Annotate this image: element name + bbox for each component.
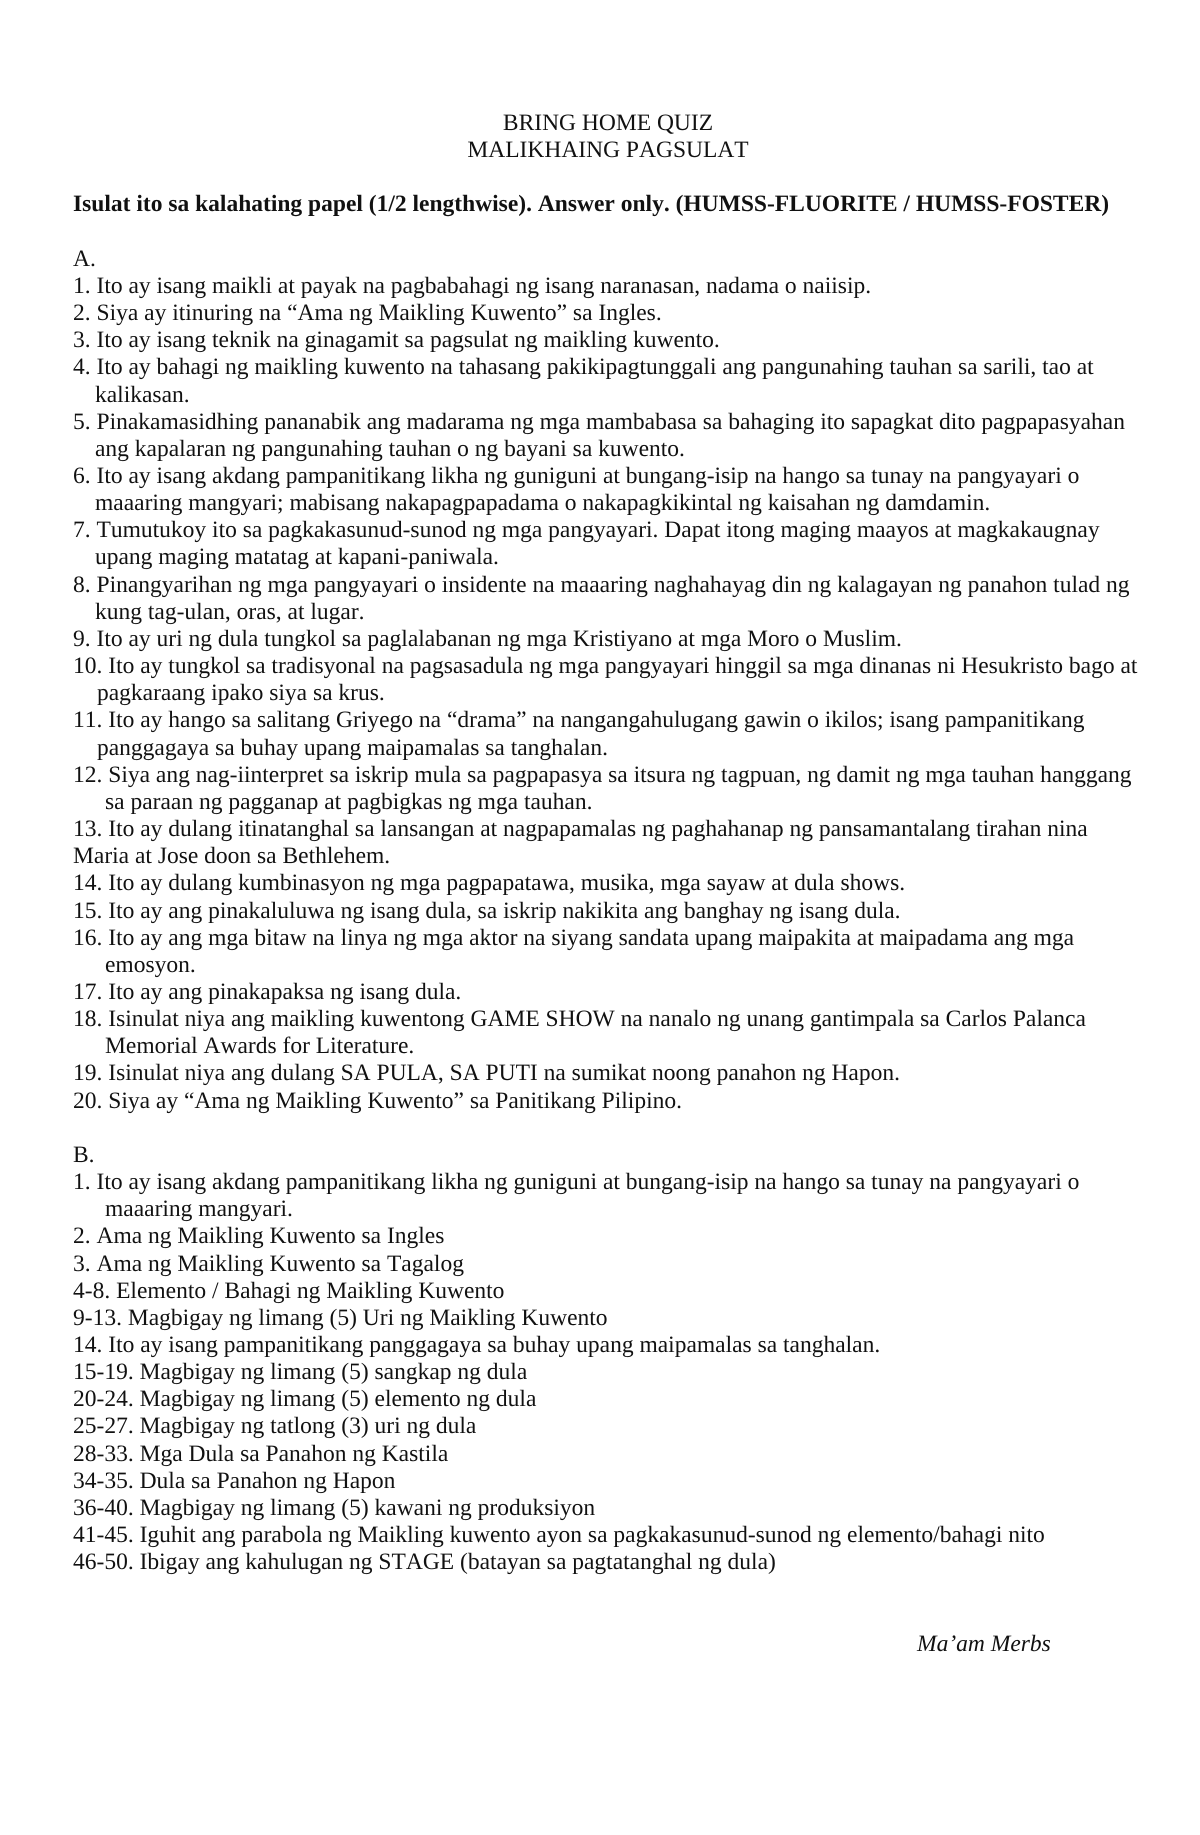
item-number: 25-27.: [73, 1413, 134, 1440]
item-text: Pinangyarihan ng mga pangyayari o insidente na maaaring naghahayag din ng kalagayan ng panahon tulad ng kung tag-ulan, oras, at lugar.: [95, 571, 1130, 625]
item-text: Iguhit ang parabola ng Maikling kuwento ayon sa pagkakasunud-sunod ng elemento/bahagi nito: [139, 1522, 1045, 1549]
item-number: 8.: [73, 571, 91, 598]
item-number: 46-50.: [73, 1549, 134, 1576]
section-b-item-1: [73, 1169, 1143, 1223]
item-number: 13.: [73, 816, 103, 843]
section-a-item-8: [73, 572, 1143, 626]
section-a-item-3: [73, 327, 1143, 354]
section-b-item-41-45: [73, 1522, 1143, 1549]
section-a-label: A.: [73, 245, 96, 272]
item-text: Ito ay dulang kumbinasyon ng mga pagpapatawa, musika, mga sayaw at dula shows.: [108, 870, 906, 897]
instructions: Isulat ito sa kalahating papel (1/2 lengthwise). Answer only. (HUMSS-FLUORITE / HUMSS-FOSTER): [73, 191, 1110, 218]
item-text: Ama ng Maikling Kuwento sa Tagalog: [96, 1250, 464, 1277]
item-number: 10.: [73, 653, 103, 680]
section-b-item-4-8: [73, 1278, 1143, 1305]
item-text: Ito ay ang pinakaluluwa ng isang dula, sa iskrip nakikita ang banghay ng isang dula.: [108, 897, 901, 924]
item-text: Ito ay uri ng dula tungkol sa paglalabanan ng mga Kristiyano at mga Moro o Muslim.: [96, 625, 902, 652]
item-text: Mga Dula sa Panahon ng Kastila: [139, 1440, 449, 1467]
item-number: 6.: [73, 463, 91, 489]
section-a-item-2: [73, 300, 1143, 327]
item-number: 5.: [73, 408, 91, 435]
item-number: 36-40.: [73, 1494, 134, 1521]
item-number: 41-45.: [73, 1522, 134, 1549]
spacer: [73, 1576, 1143, 1603]
section-a-item-11: [73, 707, 1143, 761]
item-text: Siya ay “Ama ng Maikling Kuwento” sa Panitikang Pilipino.: [108, 1087, 682, 1114]
item-number: 4.: [73, 354, 91, 381]
section-a-item-15: [73, 898, 1143, 925]
item-text: Ito ay isang pampanitikang panggagaya sa buhay upang maipamalas sa tanghalan.: [108, 1331, 881, 1358]
section-a-item-12: [73, 762, 1143, 816]
item-number: 20.: [73, 1087, 103, 1114]
spacer: [73, 219, 1143, 246]
item-text: Ito ay dulang itinatanghal sa lansangan at nagpapamalas ng paghahanap ng pansamantalang tirahan nina Maria at Jose doon sa Bethlehem.: [73, 816, 1088, 870]
section-b-label: B.: [73, 1141, 95, 1168]
quiz-subject: MALIKHAING PAGSULAT: [467, 137, 749, 164]
section-a-item-10: [73, 653, 1143, 707]
teacher-signature: Ma’am Merbs: [917, 1630, 1051, 1657]
item-number: 9.: [73, 625, 91, 652]
item-text: Dula sa Panahon ng Hapon: [139, 1467, 396, 1494]
section-a-item-19: [73, 1060, 1143, 1087]
item-number: 19.: [73, 1060, 103, 1087]
section-b-item-25-27: [73, 1413, 1143, 1440]
item-number: 1.: [73, 1169, 91, 1196]
item-number: 16.: [73, 924, 103, 951]
item-text: Ito ay tungkol sa tradisyonal na pagsasadula ng mga pangyayari hinggil sa mga dinanas ni Hesukristo bago at pagkaraang ipako siya sa krus.: [97, 653, 1138, 707]
section-b-item-46-50: [73, 1549, 1143, 1576]
section-a-item-7: [73, 517, 1143, 571]
section-b-item-14: [73, 1332, 1143, 1359]
item-number: 20-24.: [73, 1386, 134, 1413]
item-text: Ito ay isang maikli at payak na pagbabahagi ng isang naranasan, nadama o naiisip.: [96, 272, 872, 299]
section-a-item-17: [73, 979, 1143, 1006]
item-text: Magbigay ng limang (5) kawani ng produksiyon: [139, 1494, 596, 1521]
item-number: 1.: [73, 272, 91, 299]
item-number: 17.: [73, 978, 103, 1005]
item-text: Magbigay ng tatlong (3) uri ng dula: [139, 1413, 477, 1440]
item-text: Magbigay ng limang (5) elemento ng dula: [139, 1386, 537, 1413]
item-text: Siya ay itinuring na “Ama ng Maikling Kuwento” sa Ingles.: [96, 300, 662, 327]
item-number: 34-35.: [73, 1467, 134, 1494]
item-number: 3.: [73, 1250, 91, 1277]
item-number: 7.: [73, 517, 91, 544]
item-number: 11.: [73, 707, 103, 734]
section-b-item-3: [73, 1251, 1143, 1278]
item-number: 15-19.: [73, 1359, 134, 1386]
item-number: 2.: [73, 300, 91, 327]
section-a-item-6: [73, 463, 1143, 517]
item-text: Ito ay ang mga bitaw na linya ng mga aktor na siyang sandata upang maipakita at maipadama ang mga emosyon.: [105, 924, 1075, 978]
section-a-item-18: [73, 1006, 1143, 1060]
item-number: 28-33.: [73, 1440, 134, 1467]
item-text: Ito ay isang akdang pampanitikang likha ng guniguni at bungang-isip na hango sa tunay na pangyayari o maaaring mangyari.: [96, 1169, 1080, 1223]
item-text: Ito ay bahagi ng maikling kuwento na tahasang pakikipagtunggali ang pangunahing tauhan sa sarili, tao at kalikasan.: [95, 354, 1094, 408]
section-a-item-4: [73, 354, 1143, 408]
section-a-item-20: [73, 1088, 1143, 1115]
spacer: [73, 1604, 1143, 1631]
item-text: Isinulat niya ang dulang SA PULA, SA PUTI na sumikat noong panahon ng Hapon.: [108, 1060, 900, 1087]
item-text: Ibigay ang kahulugan ng STAGE (batayan sa pagtatanghal ng dula): [139, 1549, 776, 1576]
item-number: 14.: [73, 870, 103, 897]
section-b-item-20-24: [73, 1386, 1143, 1413]
section-a-item-13: [73, 816, 1143, 870]
item-text: Magbigay ng limang (5) sangkap ng dula: [139, 1359, 528, 1386]
section-b-item-36-40: [73, 1495, 1143, 1522]
section-a-item-14: [73, 870, 1143, 897]
quiz-title: BRING HOME QUIZ: [502, 110, 714, 136]
item-text: Ama ng Maikling Kuwento sa Ingles: [96, 1223, 445, 1250]
item-number: 12.: [73, 761, 103, 788]
item-number: 3.: [73, 327, 91, 354]
section-b-item-2: [73, 1223, 1143, 1250]
item-text: Ito ay isang akdang pampanitikang likha ng guniguni at bungang-isip na hango sa tunay na pangyayari o maaaring mangyari; mabisang nakapagpapadama o nakapagkikintal ng kaisahan ng damdamin.: [95, 463, 1080, 517]
section-b-item-9-13: [73, 1305, 1143, 1332]
section-b-item-15-19: [73, 1359, 1143, 1386]
item-text: Ito ay isang teknik na ginagamit sa pagsulat ng maikling kuwento.: [96, 327, 720, 354]
spacer: [73, 164, 1143, 191]
section-a-item-1: [73, 273, 1143, 300]
item-number: 18.: [73, 1006, 103, 1033]
section-b-item-34-35: [73, 1468, 1143, 1495]
section-a-item-9: [73, 626, 1143, 653]
item-number: 15.: [73, 897, 103, 924]
item-text: Tumutukoy ito sa pagkakasunud-sunod ng mga pangyayari. Dapat itong maging maayos at magkakaugnay upang maging matatag at kapani-paniwala.: [95, 517, 1100, 571]
spacer: [73, 1115, 1143, 1142]
item-number: 4-8.: [73, 1277, 111, 1304]
item-text: Magbigay ng limang (5) Uri ng Maikling Kuwento: [127, 1304, 608, 1331]
item-text: Ito ay ang pinakapaksa ng isang dula.: [108, 978, 462, 1005]
item-text: Siya ang nag-iinterpret sa iskrip mula sa pagpapasya sa itsura ng tagpuan, ng damit ng mga tauhan hanggang sa paraan ng pagganap at pagbigkas ng mga tauhan.: [105, 761, 1132, 815]
item-text: Pinakamasidhing pananabik ang madarama ng mga mambabasa sa bahaging ito sapagkat dito pagpapasyahan ang kapalaran ng pangunahing tauhan o ng bayani sa kuwento.: [95, 408, 1125, 462]
item-number: 2.: [73, 1223, 91, 1250]
section-b-list: [73, 1169, 1143, 1576]
section-b-item-28-33: [73, 1441, 1143, 1468]
section-a-item-5: [73, 409, 1143, 463]
item-text: Isinulat niya ang maikling kuwentong GAME SHOW na nanalo ng unang gantimpala sa Carlos Palanca Memorial Awards for Literature.: [105, 1006, 1086, 1060]
item-text: Elemento / Bahagi ng Maikling Kuwento: [116, 1277, 505, 1304]
item-number: 9-13.: [73, 1304, 122, 1331]
section-a-item-16: [73, 925, 1143, 979]
section-a-list: [73, 273, 1143, 1115]
item-number: 14.: [73, 1331, 103, 1358]
item-text: Ito ay hango sa salitang Griyego na “drama” na nangangahulugang gawin o ikilos; isang pampanitikang panggagaya sa buhay upang maipamalas sa tanghalan.: [97, 707, 1085, 761]
